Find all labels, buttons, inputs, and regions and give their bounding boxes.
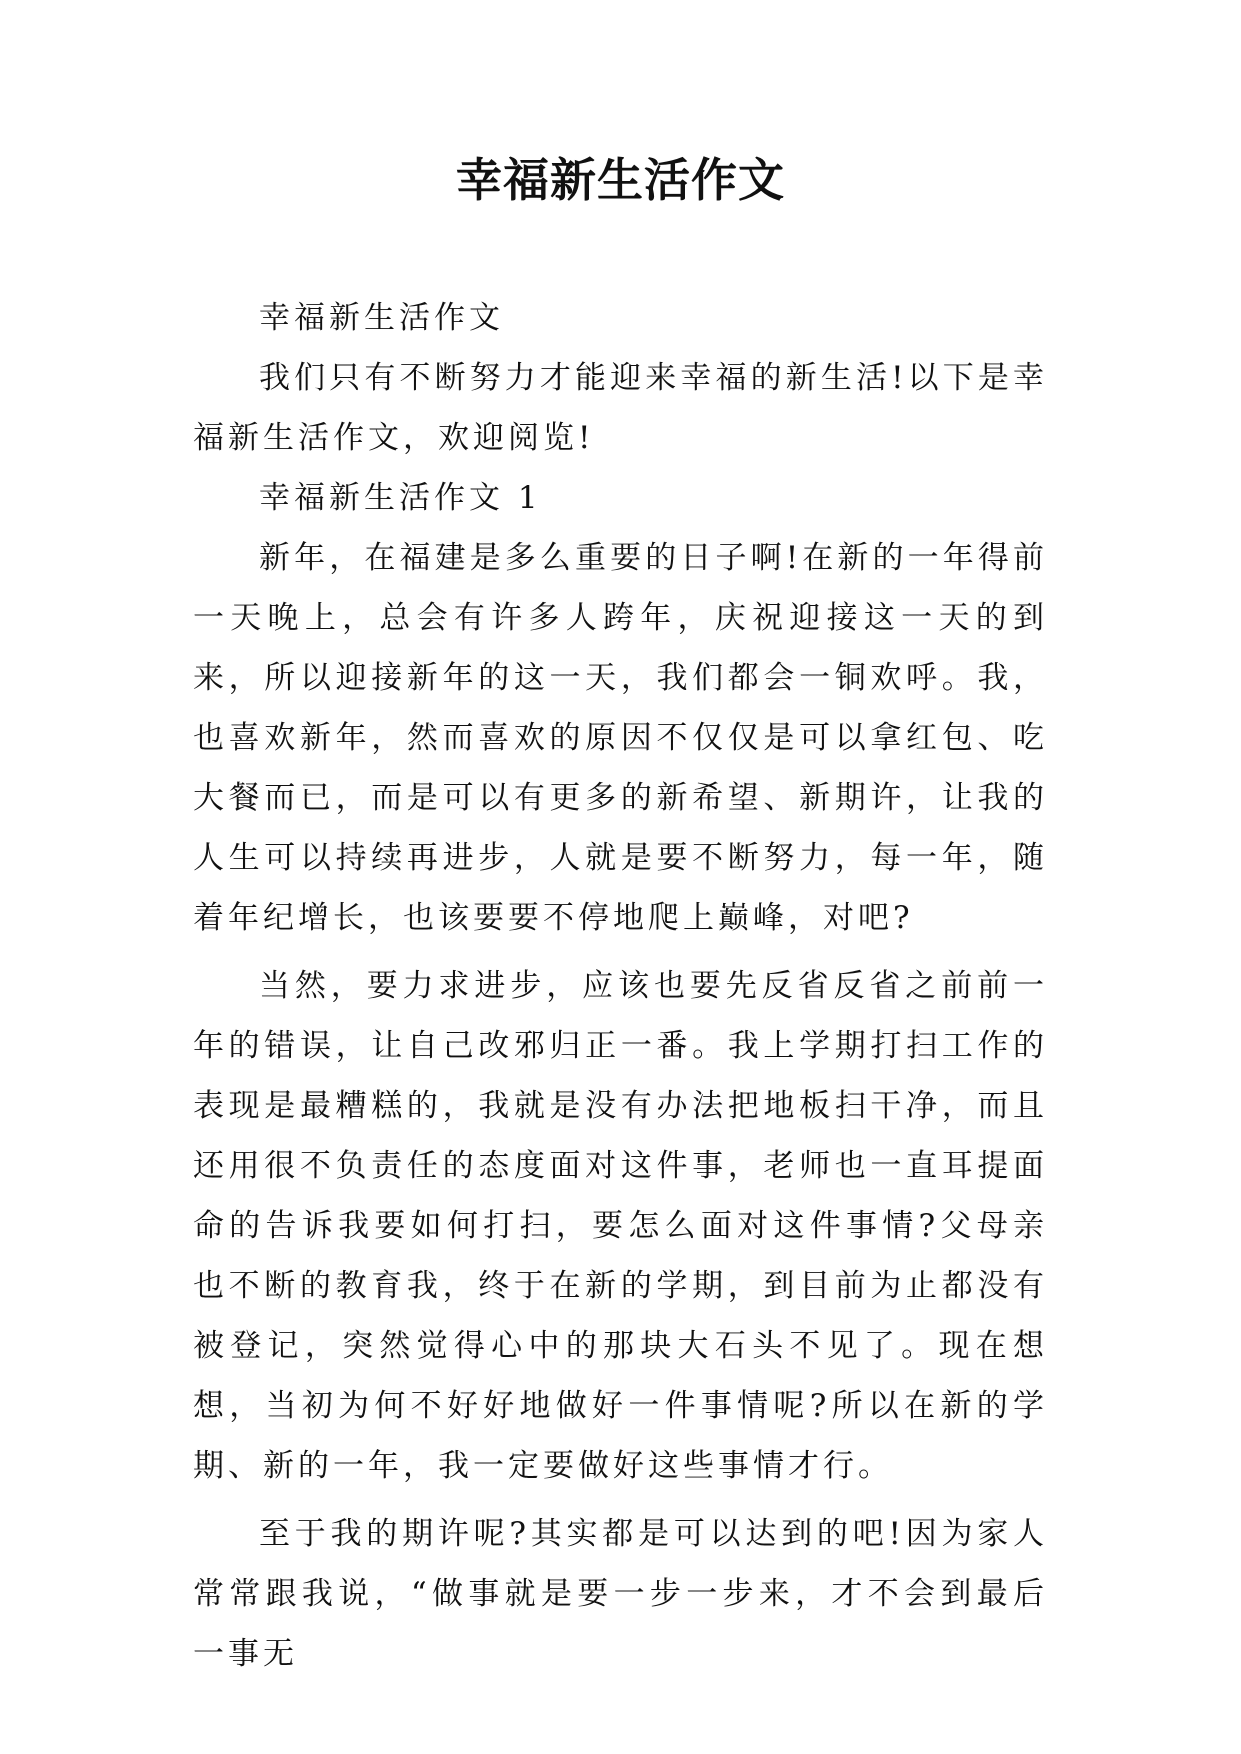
paragraph-new-year: 新年，在福建是多么重要的日子啊!在新的一年得前一天晚上，总会有许多人跨年，庆祝迎接这一天的到来，所以迎接新年的这一天，我们都会一铜欢呼。我，也喜欢新年，然而喜欢的原因不仅仅是可以拿红包、吃大餐而已，而是可以有更多的新希望、新期许，让我的人生可以持续再进步，人就是要不断努力，每一年，随着年纪增长，也该要要不停地爬上巅峰，对吧?	[193, 540, 1048, 936]
document-title: 幸福新生活作文	[456, 153, 785, 207]
paragraph-subtitle: 幸福新生活作文	[259, 300, 504, 336]
paragraph-reflection: 当然，要力求进步，应该也要先反省反省之前前一年的错误，让自己改邪归正一番。我上学期打扫工作的表现是最糟糕的，我就是没有办法把地板扫干净，而且还用很不负责任的态度面对这件事，老师也一直耳提面命的告诉我要如何打扫，要怎么面对这件事情?父母亲也不断的教育我，终于在新的学期，到目前为止都没有被登记，突然觉得心中的那块大石头不见了。现在想想，当初为何不好好地做好一件事情呢?所以在新的学期、新的一年，我一定要做好这些事情才行。	[193, 968, 1048, 1484]
document-body	[193, 288, 1048, 1684]
paragraph-intro: 我们只有不断努力才能迎来幸福的新生活!以下是幸福新生活作文，欢迎阅览!	[193, 360, 1048, 456]
paragraph-section-heading: 幸福新生活作文 1	[259, 480, 542, 516]
paragraph-expectation: 至于我的期许呢?其实都是可以达到的吧!因为家人常常跟我说，“做事就是要一步一步来，才不会到最后一事无	[193, 1516, 1048, 1672]
